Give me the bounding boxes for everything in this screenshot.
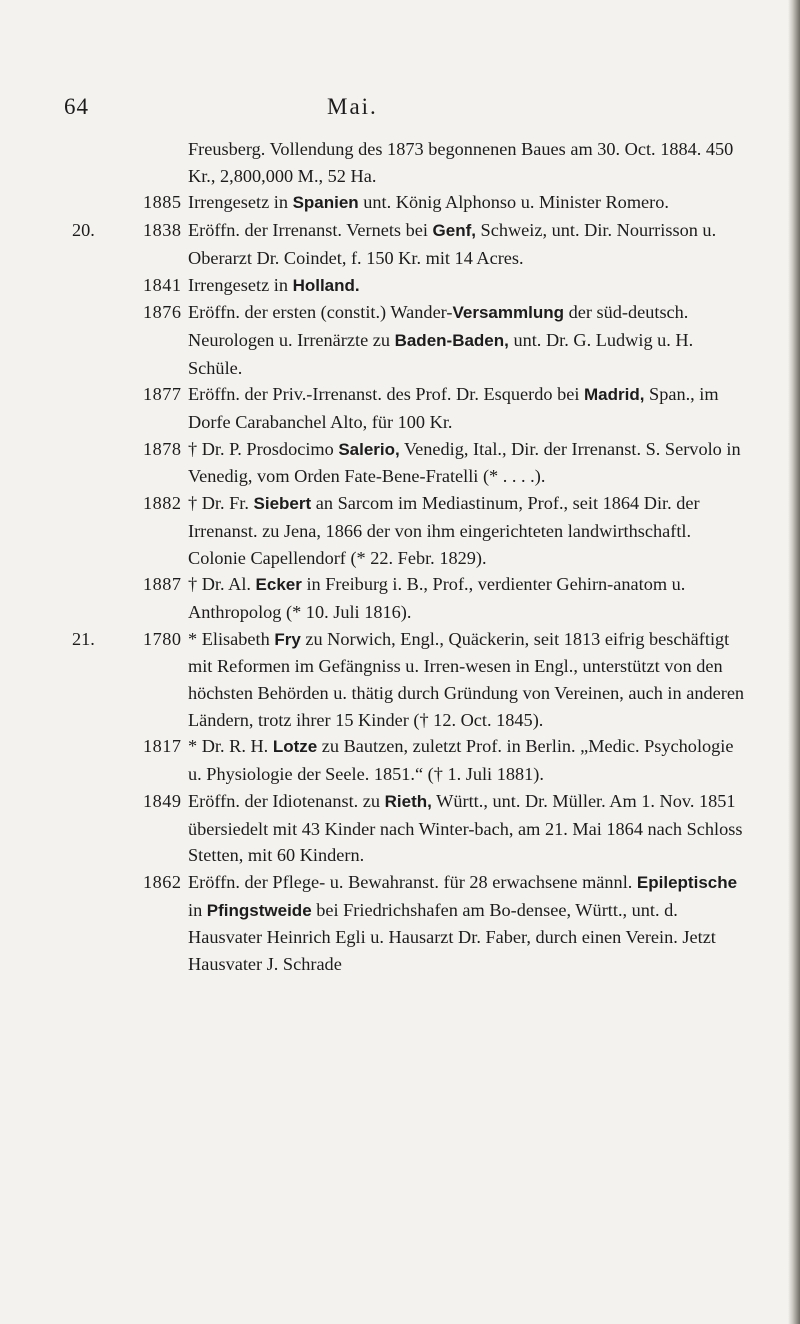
entry-text: [188, 217, 748, 271]
chronicle-entry: [0, 272, 800, 300]
entry-text: [188, 189, 748, 217]
chronicle-entry: [0, 571, 800, 625]
entry-text-segment: † Dr. Al.: [188, 574, 256, 595]
entry-keyword: Ecker: [255, 575, 302, 595]
entry-text: [188, 733, 748, 787]
entry-keyword: Rieth,: [384, 791, 432, 811]
entry-text-segment: zu Norwich, Engl., Quäckerin, seit 1813 eifrig beschäftigt mit Reformen im Gefängniss u. Irren-wesen in Engl., unterstützt von den höchsten Behörden u. thätig durch Gründung von Vereinen, auch in anderen Ländern, trotz ihrer 15 Kinder († 12. Oct. 1845).: [188, 628, 745, 730]
chronicle-entry: [0, 788, 800, 869]
entry-text: [188, 869, 748, 978]
entry-keyword: Spanien: [292, 193, 359, 213]
entry-year: 1862: [143, 871, 182, 892]
entry-text: [188, 490, 748, 571]
entry-text-segment: Freusberg. Vollendung des 1873 begonnenen Baues am 30. Oct. 1884. 450 Kr., 2,800,000 M., 52 Ha.: [188, 139, 734, 186]
chronicle-entry: [0, 490, 800, 571]
entry-text-segment: * Elisabeth: [188, 628, 275, 649]
entry-year: 1838: [143, 220, 182, 241]
entry-keyword: Siebert: [253, 494, 312, 514]
entry-year: 1849: [143, 790, 182, 811]
entry-text-segment: bei Friedrichshafen am Bo-densee, Württ., unt. d. Hausvater Heinrich Egli u. Hausarzt Dr. Faber, durch einen Verein. Jetzt Hausvater J. Schrade: [188, 899, 716, 975]
entry-year: 1877: [143, 384, 182, 405]
entry-keyword: Versammlung: [452, 303, 564, 323]
entry-keyword: Baden-Baden,: [394, 330, 509, 350]
page-header: [0, 94, 800, 124]
entry-keyword: Lotze: [272, 737, 318, 757]
entry-year: 1885: [143, 192, 182, 213]
entry-text-segment: Span., im Dorfe Carabanchel Alto, für 100 Kr.: [188, 384, 719, 433]
entry-text: [188, 571, 748, 625]
entry-text: [188, 299, 748, 381]
entry-keyword: Madrid,: [584, 385, 645, 405]
entry-text: [188, 136, 748, 189]
entry-text-segment: in Freiburg i. B., Prof., verdienter Gehirn-anatom u. Anthropolog (* 10. Juli 1816).: [188, 574, 686, 622]
entry-text: [188, 436, 748, 490]
chronicle-entry: [0, 733, 800, 787]
entry-keyword: Genf,: [432, 221, 476, 241]
entry-text-segment: der süd-deutsch. Neurologen u. Irrenärzte zu: [188, 302, 689, 350]
entry-keyword: Epileptische: [636, 872, 738, 892]
chronicle-entry: [0, 869, 800, 978]
entry-text-segment: Eröffn. der Idiotenanst. zu: [188, 790, 385, 811]
entry-text-segment: in: [188, 899, 207, 920]
entry-text-segment: † Dr. Fr.: [188, 493, 254, 514]
entry-text-segment: zu Bautzen, zuletzt Prof. in Berlin. „Medic. Psychologie u. Physiologie der Seele. 1851.“ († 1. Juli 1881).: [188, 736, 734, 785]
entry-text-segment: Eröffn. der Priv.-Irrenanst. des Prof. Dr. Esquerdo bei: [188, 384, 584, 405]
chronicle-body: [0, 136, 800, 978]
chronicle-entry: [0, 299, 800, 381]
entry-year: 1882: [143, 493, 182, 514]
entry-keyword: Holland.: [292, 275, 360, 295]
entry-day: 21.: [72, 628, 95, 649]
entry-year: 1878: [143, 438, 182, 459]
entry-text-segment: Württ., unt. Dr. Müller. Am 1. Nov. 1851 übersiedelt mit 43 Kinder nach Winter-bach, am 21. Mai 1864 nach Schloss Stetten, mit 60 Kindern.: [188, 790, 743, 866]
entry-keyword: Fry: [274, 629, 301, 649]
chronicle-entry: [0, 217, 800, 271]
page-number: 64: [64, 94, 89, 119]
entry-text-segment: unt. König Alphonso u. Minister Romero.: [358, 192, 669, 213]
entry-text: [188, 381, 748, 435]
chronicle-entry: [0, 436, 800, 490]
entry-day: 20.: [72, 220, 95, 241]
entry-text-segment: an Sarcom im Mediastinum, Prof., seit 1864 Dir. der Irrenanst. zu Jena, 1866 der von ihm eingerichteten landwirthschaftl. Colonie Capellendorf (* 22. Febr. 1829).: [188, 493, 700, 568]
entry-year: 1887: [143, 574, 182, 595]
chronicle-entry: [0, 626, 800, 734]
entry-text-segment: Eröffn. der ersten (constit.) Wander-: [188, 302, 453, 323]
chronicle-entry: [0, 189, 800, 217]
chronicle-entry: [0, 381, 800, 435]
entry-text: [188, 788, 748, 869]
entry-text-segment: Schweiz, unt. Dir. Nourrisson u. Oberarzt Dr. Coindet, f. 150 Kr. mit 14 Acres.: [188, 220, 717, 268]
entry-text-segment: Irrengesetz in: [188, 192, 293, 213]
entry-year: 1780: [143, 628, 182, 649]
chronicle-entry: [0, 136, 800, 189]
entry-text: [188, 272, 748, 300]
entry-year: 1817: [143, 736, 182, 757]
entry-keyword: Salerio,: [338, 439, 400, 459]
entry-keyword: Pfingstweide: [206, 900, 312, 920]
entry-text-segment: Venedig, Ital., Dir. der Irrenanst. S. Servolo in Venedig, vom Orden Fate-Bene-Fratelli (* . . . .).: [188, 438, 741, 487]
entry-year: 1841: [143, 274, 182, 295]
entry-year: 1876: [143, 302, 182, 323]
entry-text-segment: Eröffn. der Irrenanst. Vernets bei: [188, 220, 433, 241]
entry-text-segment: Irrengesetz in: [188, 274, 293, 295]
entry-text-segment: unt. Dr. G. Ludwig u. H. Schüle.: [188, 329, 694, 378]
entry-text: [188, 626, 748, 734]
running-head: Mai.: [327, 94, 378, 119]
entry-text-segment: Eröffn. der Pflege- u. Bewahranst. für 28 erwachsene männl.: [188, 871, 637, 892]
entry-text-segment: † Dr. P. Prosdocimo: [188, 438, 339, 459]
entry-text-segment: * Dr. R. H.: [188, 736, 273, 757]
